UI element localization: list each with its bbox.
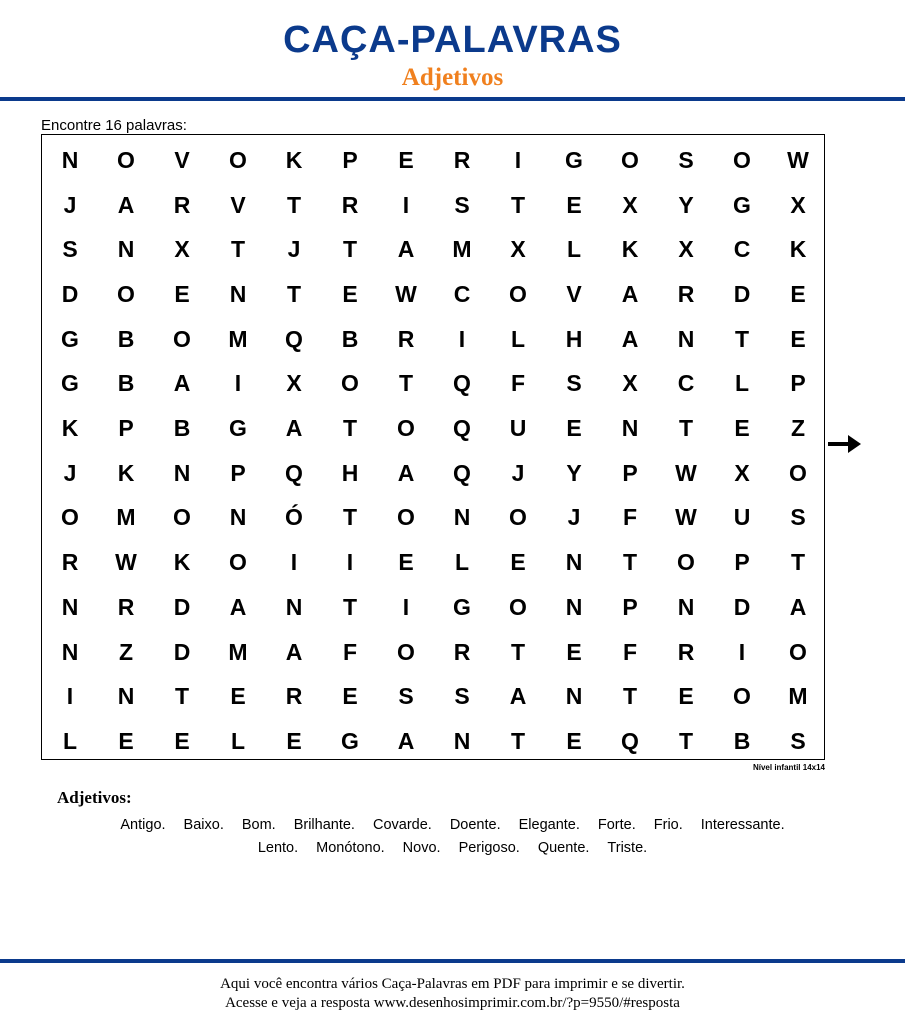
grid-letter[interactable]: Y [566,459,582,486]
word-list-item: Quente. [537,840,590,856]
grid-letter[interactable]: F [622,638,638,665]
grid-letter[interactable]: E [790,325,806,352]
grid-letter[interactable]: E [174,280,190,307]
grid-letter[interactable]: N [229,280,247,307]
grid-letter[interactable]: O [341,370,359,397]
grid-letter[interactable]: O [397,415,415,442]
word-list-item: Novo. [402,840,441,856]
grid-letter[interactable]: V [566,280,582,307]
grid-letter[interactable]: L [566,236,582,263]
grid-letter[interactable]: B [733,727,751,754]
grid-letter[interactable]: N [453,727,471,754]
grid-letter[interactable]: N [677,593,695,620]
grid-letter[interactable]: S [678,146,694,173]
grid-letter[interactable]: K [173,549,191,576]
grid-letter[interactable]: E [678,683,694,710]
grid-letter[interactable]: I [290,549,298,576]
grid-letter[interactable]: R [453,146,471,173]
grid-letter[interactable]: S [398,683,414,710]
grid-letter[interactable]: E [342,683,358,710]
grid-letter[interactable]: R [341,191,359,218]
grid-letter[interactable]: L [454,549,470,576]
grid-letter[interactable]: E [510,549,526,576]
grid-letter[interactable]: K [621,236,639,263]
word-list-heading: Adjetivos: [57,788,132,807]
grid-letter[interactable]: C [733,236,751,263]
grid-letter[interactable]: A [285,638,303,665]
grid-letter[interactable]: R [117,593,135,620]
grid-letter[interactable]: S [790,727,806,754]
grid-letter[interactable]: A [285,415,303,442]
grid-letter[interactable]: O [621,146,639,173]
word-list-item: Elegante. [518,817,580,833]
grid-letter[interactable]: L [230,727,246,754]
grid-letter[interactable]: U [509,415,527,442]
grid-letter[interactable]: B [117,370,135,397]
word-list-item: Perigoso. [458,840,520,856]
grid-letter[interactable]: T [342,236,358,263]
grid-letter[interactable]: N [61,638,79,665]
grid-letter[interactable]: T [790,549,806,576]
grid-letter[interactable]: A [117,191,135,218]
grid-letter[interactable]: S [454,683,470,710]
grid-letter[interactable]: T [510,638,526,665]
grid-letter[interactable]: R [677,638,695,665]
grid-letter[interactable]: O [509,280,527,307]
grid-letter[interactable]: O [789,459,807,486]
bottom-divider [0,959,905,963]
grid-letter[interactable]: X [790,191,806,218]
grid-letter[interactable]: K [61,415,79,442]
grid-letter[interactable]: O [117,146,135,173]
grid-letter[interactable]: A [397,727,415,754]
grid-letter[interactable]: Q [453,415,471,442]
grid-letter[interactable]: A [397,236,415,263]
grid-letter[interactable]: O [397,504,415,531]
grid-letter[interactable]: K [285,146,303,173]
grid-letter[interactable]: G [229,415,247,442]
grid-letter[interactable]: H [565,325,583,352]
grid-letter[interactable]: A [621,325,639,352]
grid-letter[interactable]: R [61,549,79,576]
grid-letter[interactable]: Q [453,459,471,486]
grid-letter[interactable]: S [790,504,806,531]
grid-letter[interactable]: T [510,191,526,218]
grid-letter[interactable]: J [63,459,77,486]
grid-letter[interactable]: W [395,280,417,307]
grid-letter[interactable]: T [342,593,358,620]
grid-letter[interactable]: R [677,280,695,307]
grid-letter[interactable]: O [173,325,191,352]
grid-letter[interactable]: Q [285,325,303,352]
grid-letter[interactable]: N [285,593,303,620]
grid-letter[interactable]: T [230,236,246,263]
grid-letter[interactable]: P [230,459,246,486]
grid-letter[interactable]: G [61,325,79,352]
grid-letter[interactable]: L [62,727,78,754]
grid-letter[interactable]: N [565,683,583,710]
page-subtitle: Adjetivos [401,64,504,91]
grid-letter[interactable]: A [509,683,527,710]
word-list-item: Doente. [449,817,501,833]
grid-letter[interactable]: T [342,415,358,442]
grid-letter[interactable]: Q [453,370,471,397]
grid-letter[interactable]: F [342,638,358,665]
grid-letter[interactable]: X [734,459,750,486]
page-title: CAÇA-PALAVRAS [283,19,622,61]
word-search-grid [41,134,825,760]
grid-letter[interactable]: D [173,593,191,620]
grid-letter[interactable]: T [622,683,638,710]
grid-letter[interactable]: I [402,191,410,218]
grid-letter[interactable]: J [287,236,301,263]
grid-letter[interactable]: X [510,236,526,263]
arrow-right-icon[interactable] [828,434,862,454]
grid-letter[interactable]: R [397,325,415,352]
grid-letter[interactable]: W [115,549,137,576]
word-list-row [0,816,905,834]
grid-letter[interactable]: E [566,727,582,754]
grid-letter[interactable]: Z [118,638,134,665]
word-list-item: Monótono. [316,840,385,856]
grid-letter[interactable]: L [734,370,750,397]
grid-letter[interactable]: U [733,504,751,531]
grid-letter[interactable]: E [566,638,582,665]
grid-letter[interactable]: A [789,593,807,620]
grid-letter[interactable]: A [173,370,191,397]
grid-letter[interactable]: T [398,370,414,397]
grid-letter[interactable]: O [61,504,79,531]
grid-letter[interactable]: Q [285,459,303,486]
word-list-item: Interessante. [700,817,785,833]
footer-line: Aqui você encontra vários Caça-Palavras em PDF para imprimir e se divertir. [220,976,685,992]
grid-letter[interactable]: G [733,191,751,218]
grid-letter[interactable]: E [342,280,358,307]
grid-letter[interactable]: T [286,191,302,218]
grid-letter[interactable]: D [61,280,79,307]
grid-letter[interactable]: M [228,638,248,665]
grid-letter[interactable]: C [677,370,695,397]
grid-letter[interactable]: T [286,280,302,307]
word-list-item: Antigo. [120,817,166,833]
grid-letter[interactable]: K [789,236,807,263]
grid-letter[interactable]: G [453,593,471,620]
grid-letter[interactable]: X [622,370,638,397]
grid-letter[interactable]: N [229,504,247,531]
grid-letter[interactable]: T [510,727,526,754]
grid-letter[interactable]: N [61,146,79,173]
grid-letter[interactable]: A [229,593,247,620]
grid-letter[interactable]: A [621,280,639,307]
grid-letter[interactable]: N [621,415,639,442]
grid-letter[interactable]: L [510,325,526,352]
grid-letter[interactable]: N [565,593,583,620]
grid-letter[interactable]: X [678,236,694,263]
grid-letter[interactable]: Z [790,415,806,442]
word-list-item: Bom. [241,817,276,833]
grid-letter[interactable]: D [173,638,191,665]
grid-letter[interactable]: O [733,146,751,173]
grid-letter[interactable]: G [61,370,79,397]
grid-letter[interactable]: Ó [285,504,303,531]
grid-letter[interactable]: I [738,638,746,665]
word-list-item: Covarde. [372,817,432,833]
grid-letter[interactable]: P [118,415,134,442]
grid-letter[interactable]: I [346,549,354,576]
top-divider [0,97,905,101]
grid-letter[interactable]: M [116,504,136,531]
grid-letter[interactable]: E [790,280,806,307]
grid-letter[interactable]: S [62,236,78,263]
grid-letter[interactable]: P [622,459,638,486]
word-list-item: Forte. [597,817,636,833]
grid-letter[interactable]: T [734,325,750,352]
grid-letter[interactable]: O [229,146,247,173]
grid-letter[interactable]: V [230,191,246,218]
grid-letter[interactable]: O [173,504,191,531]
grid-letter[interactable]: B [117,325,135,352]
grid-letter[interactable]: P [790,370,806,397]
grid-letter[interactable]: F [510,370,526,397]
grid-letter[interactable]: C [453,280,471,307]
grid-letter[interactable]: F [622,504,638,531]
grid-letter[interactable]: H [341,459,359,486]
word-list-item: Frio. [653,817,683,833]
grid-letter[interactable]: M [788,683,808,710]
grid-letter[interactable]: E [398,549,414,576]
grid-letter[interactable]: I [458,325,466,352]
grid-letter[interactable]: E [566,415,582,442]
grid-letter[interactable]: R [285,683,303,710]
grid-letter[interactable]: I [514,146,522,173]
word-list-item: Brilhante. [293,817,355,833]
grid-letter[interactable]: J [63,191,77,218]
grid-letter[interactable]: A [397,459,415,486]
grid-letter[interactable]: O [509,504,527,531]
grid-letter[interactable]: I [402,593,410,620]
grid-letter[interactable]: E [230,683,246,710]
grid-letter[interactable]: P [342,146,358,173]
grid-letter[interactable]: Q [621,727,639,754]
word-list-row [0,839,905,857]
grid-letter[interactable]: D [733,280,751,307]
grid-letter[interactable]: E [286,727,302,754]
grid-letter[interactable]: T [174,683,190,710]
grid-letter[interactable]: N [117,236,135,263]
grid-letter[interactable]: O [677,549,695,576]
grid-letter[interactable]: O [509,593,527,620]
grid-letter[interactable]: E [174,727,190,754]
grid-letter[interactable]: M [452,236,472,263]
grid-letter[interactable]: O [397,638,415,665]
grid-letter[interactable]: W [675,459,697,486]
grid-letter[interactable]: O [733,683,751,710]
grid-letter[interactable]: R [173,191,191,218]
grid-letter[interactable]: G [565,146,583,173]
grid-letter[interactable]: T [678,727,694,754]
grid-letter[interactable]: M [228,325,248,352]
grid-letter[interactable]: W [787,146,809,173]
grid-letter[interactable]: X [174,236,190,263]
grid-letter[interactable]: T [622,549,638,576]
grid-letter[interactable]: J [567,504,581,531]
word-list-item: Baixo. [183,817,224,833]
grid-letter[interactable]: K [117,459,135,486]
grid-letter[interactable]: O [229,549,247,576]
grid-letter[interactable]: W [675,504,697,531]
grid-letter[interactable]: N [677,325,695,352]
grid-letter[interactable]: B [173,415,191,442]
grid-letter[interactable]: R [453,638,471,665]
grid-letter[interactable]: N [565,549,583,576]
grid-letter[interactable]: D [733,593,751,620]
word-list-item: Lento. [257,840,299,856]
grid-letter[interactable]: I [66,683,74,710]
grid-letter[interactable]: S [566,370,582,397]
grid-letter[interactable]: T [678,415,694,442]
grid-letter[interactable]: E [398,146,414,173]
footer-link-line[interactable]: Acesse e veja a resposta www.desenhosimprimir.com.br/?p=9550/#resposta [225,995,680,1011]
grid-letter[interactable]: I [234,370,242,397]
grid-letter[interactable]: V [174,146,190,173]
grid-letter[interactable]: E [118,727,134,754]
grid-letter[interactable]: S [454,191,470,218]
grid-letter[interactable]: X [286,370,302,397]
grid-letter[interactable]: N [453,504,471,531]
grid-letter[interactable]: Y [678,191,694,218]
grid-letter[interactable]: P [734,549,750,576]
grid-letter[interactable]: E [734,415,750,442]
grid-letter[interactable]: J [511,459,525,486]
grid-letter[interactable]: O [789,638,807,665]
level-label: Nível infantil 14x14 [752,763,825,772]
grid-letter[interactable]: N [61,593,79,620]
instructions: Encontre 16 palavras: [41,117,187,134]
grid-letter[interactable]: B [341,325,359,352]
grid-letter[interactable]: G [341,727,359,754]
grid-letter[interactable]: N [173,459,191,486]
grid-letter[interactable]: X [622,191,638,218]
grid-letter[interactable]: P [622,593,638,620]
grid-letter[interactable]: N [117,683,135,710]
grid-letter[interactable]: E [566,191,582,218]
word-list-item: Triste. [607,840,648,856]
grid-letter[interactable]: O [117,280,135,307]
grid-letter[interactable]: T [342,504,358,531]
